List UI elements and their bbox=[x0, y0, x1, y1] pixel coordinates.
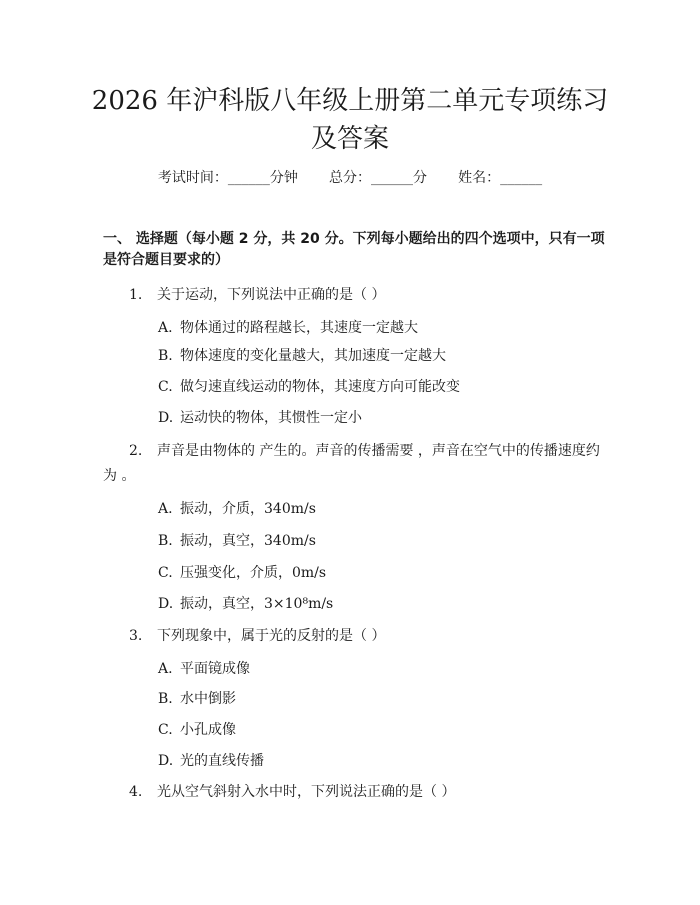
question-text: 声音是由物体的 产生的。声音的传播需要 ，声音在空气中的传播速度约 bbox=[157, 443, 600, 459]
option-text: 水中倒影 bbox=[180, 691, 236, 707]
exam-meta bbox=[0, 168, 700, 188]
question-2-option-d bbox=[158, 594, 333, 614]
question-3-option-b bbox=[158, 689, 236, 709]
option-text: 振动，真空，3×10⁸m/s bbox=[180, 596, 334, 612]
document-title-line2: 及答案 bbox=[310, 124, 389, 154]
question-text: 关于运动，下列说法中正确的是（ ） bbox=[157, 287, 386, 303]
option-letter: D. bbox=[158, 596, 174, 612]
section-heading-line1: 一、 选择题（每小题 2 分，共 20 分。下列每小题给出的四个选项中，只有一项 bbox=[103, 231, 605, 247]
question-2-continuation: 为 。 bbox=[103, 468, 136, 484]
question-number: 2. bbox=[129, 443, 143, 459]
option-letter: B. bbox=[158, 691, 173, 707]
total-score-field: 总分：______分 bbox=[329, 170, 427, 186]
option-text: 运动快的物体，其惯性一定小 bbox=[180, 410, 362, 426]
question-1 bbox=[129, 285, 385, 305]
question-2-option-a bbox=[158, 499, 316, 519]
option-letter: B. bbox=[158, 348, 173, 364]
question-number: 1. bbox=[129, 287, 143, 303]
option-letter: D. bbox=[158, 753, 174, 769]
option-text: 物体通过的路程越长，其速度一定越大 bbox=[180, 320, 418, 336]
option-text: 振动，介质，340m/s bbox=[180, 501, 316, 517]
question-3-option-c bbox=[158, 720, 236, 740]
option-letter: A. bbox=[158, 661, 173, 677]
question-text: 下列现象中，属于光的反射的是（ ） bbox=[157, 628, 386, 644]
option-letter: C. bbox=[158, 379, 173, 395]
question-number: 3. bbox=[129, 628, 143, 644]
question-3-option-a bbox=[158, 659, 250, 679]
option-letter: B. bbox=[158, 533, 173, 549]
option-letter: D. bbox=[158, 410, 174, 426]
question-3-option-d bbox=[158, 751, 264, 771]
option-text: 平面镜成像 bbox=[180, 661, 250, 677]
question-2-option-c bbox=[158, 563, 326, 583]
question-3 bbox=[129, 626, 385, 646]
question-1-option-b bbox=[158, 346, 446, 366]
question-4 bbox=[129, 782, 455, 802]
option-letter: C. bbox=[158, 565, 173, 581]
option-text: 做匀速直线运动的物体，其速度方向可能改变 bbox=[180, 379, 460, 395]
student-name-field: 姓名：______ bbox=[458, 170, 543, 186]
option-text: 小孔成像 bbox=[180, 722, 236, 738]
option-text: 物体速度的变化量越大，其加速度一定越大 bbox=[180, 348, 446, 364]
question-1-option-c bbox=[158, 377, 460, 397]
section-heading-line2: 是符合题目要求的） bbox=[103, 252, 229, 268]
option-text: 压强变化，介质，0m/s bbox=[180, 565, 327, 581]
option-letter: C. bbox=[158, 722, 173, 738]
question-text: 光从空气斜射入水中时，下列说法正确的是（ ） bbox=[157, 784, 456, 800]
option-letter: A. bbox=[158, 320, 173, 336]
question-1-option-d bbox=[158, 408, 362, 428]
option-text: 光的直线传播 bbox=[180, 753, 264, 769]
exam-time-field: 考试时间：______分钟 bbox=[157, 170, 298, 186]
question-number: 4. bbox=[129, 784, 143, 800]
option-text: 振动，真空，340m/s bbox=[180, 533, 316, 549]
document-title-line1: 2026 年沪科版八年级上册第二单元专项练习 bbox=[91, 86, 609, 116]
question-1-option-a bbox=[158, 318, 418, 338]
question-2 bbox=[129, 441, 600, 461]
question-2-option-b bbox=[158, 531, 316, 551]
option-letter: A. bbox=[158, 501, 173, 517]
